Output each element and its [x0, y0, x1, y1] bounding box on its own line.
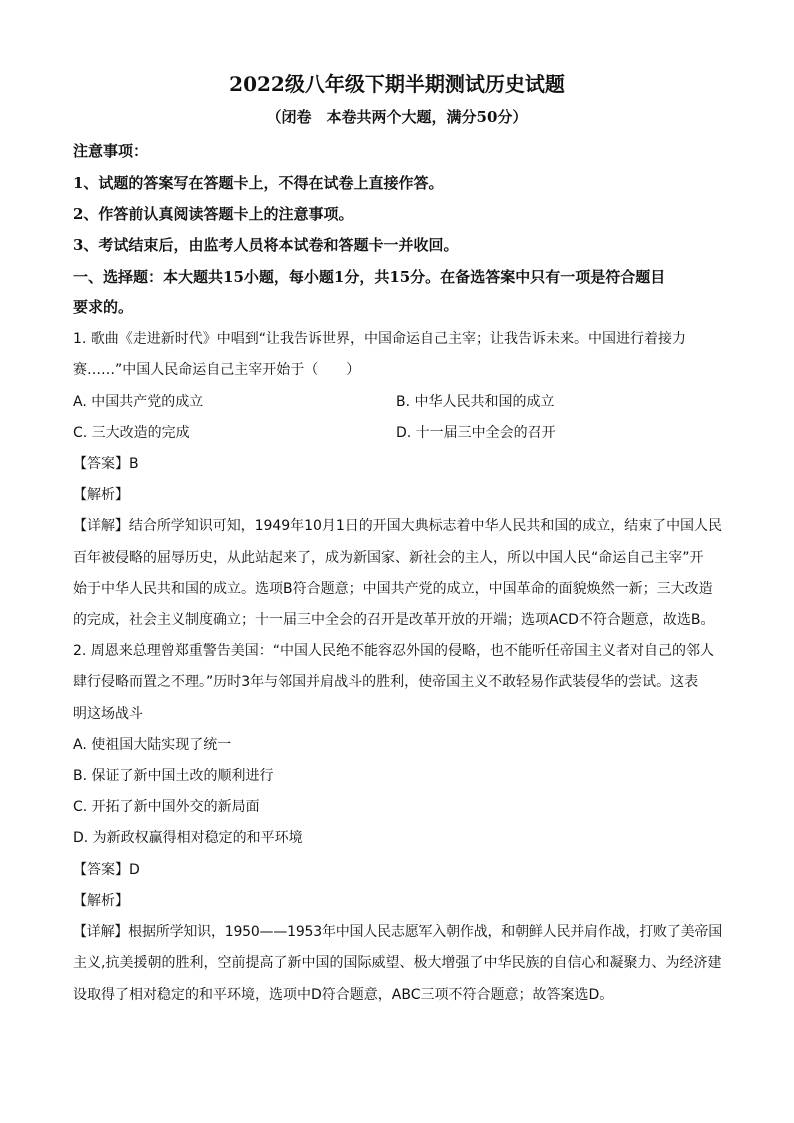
q1-option-c: C. 三大改造的完成 — [73, 425, 190, 441]
q1-option-d: D. 十一届三中全会的召开 — [396, 425, 556, 441]
notice-heading: 注意事项： — [73, 142, 149, 160]
q2-option-a: A. 使祖国大陆实现了统一 — [73, 737, 232, 753]
q1-detail-line-4: 的完成，社会主义制度确立；十一届三中全会的召开是改革开放的开端；选项ACD不符合题意，故选B。 — [73, 612, 715, 628]
page-subtitle: （闭卷 本卷共两个大题，满分50分） — [266, 108, 528, 126]
q2-option-d: D. 为新政权赢得相对稳定的和平环境 — [73, 830, 303, 846]
page-title: 2022级八年级下期半期测试历史试题 — [229, 72, 565, 96]
q2-stem-line-2: 肆行侵略而置之不理。”历时3年与邻国并肩战斗的胜利，使帝国主义不敢轻易作武装侵华的尝试。这表 — [73, 674, 699, 690]
q2-option-c: C. 开拓了新中国外交的新局面 — [73, 799, 260, 815]
q1-stem-line-1: 1. 歌曲《走进新时代》中唱到“让我告诉世界，中国命运自己主宰；让我告诉未来。中国进行着接力 — [73, 331, 687, 347]
q2-detail-line-3: 设取得了相对稳定的和平环境，选项中D符合题意，ABC三项不符合题意；故答案选D。 — [73, 987, 614, 1003]
q2-option-b: B. 保证了新中国土改的顺利进行 — [73, 768, 274, 784]
section-heading-line-1: 一、选择题：本大题共15小题，每小题1分，共15分。在备选答案中只有一项是符合题目 — [73, 268, 666, 286]
notice-item-1: 1、试题的答案写在答题卡上，不得在试卷上直接作答。 — [73, 174, 444, 192]
q1-detail-line-2: 百年被侵略的屈辱历史，从此站起来了，成为新国家、新社会的主人，所以中国人民“命运自己主宰”开 — [73, 550, 704, 566]
q1-option-a: A. 中国共产党的成立 — [73, 394, 204, 410]
q1-answer: 【答案】B — [73, 456, 139, 472]
q1-analysis-label: 【解析】 — [73, 487, 129, 503]
q2-stem-line-3: 明这场战斗 — [73, 706, 143, 722]
q1-option-b: B. 中华人民共和国的成立 — [396, 394, 555, 410]
q2-analysis-label: 【解析】 — [73, 893, 129, 909]
q1-stem-line-2: 赛……”中国人民命运自己主宰开始于（ ） — [73, 362, 361, 378]
section-heading-line-2: 要求的。 — [73, 298, 134, 316]
q1-detail-line-3: 始于中华人民共和国的成立。选项B符合题意；中国共产党的成立，中国革命的面貌焕然一新；三大改造 — [73, 581, 713, 597]
q1-detail-line-1: 【详解】结合所学知识可知，1949年10月1日的开国大典标志着中华人民共和国的成立，结束了中国人民 — [73, 518, 722, 534]
notice-item-3: 3、考试结束后，由监考人员将本试卷和答题卡一并收回。 — [73, 236, 459, 254]
q2-detail-line-2: 主义,抗美援朝的胜利，空前提高了新中国的国际威望、极大增强了中华民族的自信心和凝聚力、为经济建 — [73, 955, 722, 971]
q2-detail-line-1: 【详解】根据所学知识，1950——1953年中国人民志愿军入朝作战，和朝鲜人民并肩作战，打败了美帝国 — [73, 924, 723, 940]
notice-item-2: 2、作答前认真阅读答题卡上的注意事项。 — [73, 205, 354, 223]
q2-stem-line-1: 2. 周恩来总理曾郑重警告美国：“中国人民绝不能容忍外国的侵略，也不能听任帝国主义者对自己的邻人 — [73, 643, 715, 659]
q2-answer: 【答案】D — [73, 862, 140, 878]
